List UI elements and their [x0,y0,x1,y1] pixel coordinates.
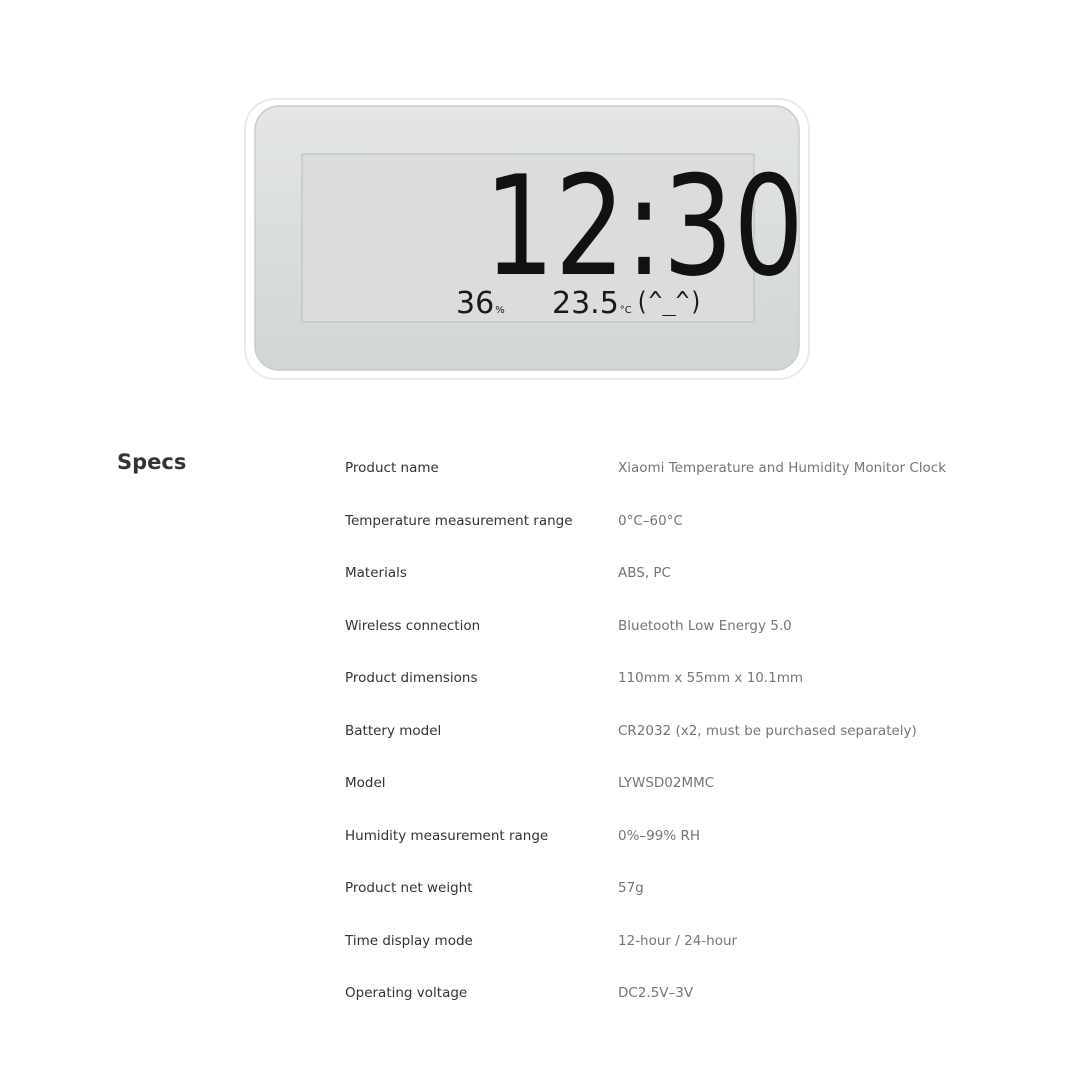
spec-label: Model [345,775,386,791]
spec-value: LYWSD02MMC [618,775,715,791]
spec-value: ABS, PC [618,565,671,581]
spec-value: 12-hour / 24-hour [618,932,738,949]
spec-label: Battery model [345,722,442,739]
spec-value: 0%–99% RH [618,827,700,844]
spec-label: Product net weight [345,880,473,896]
spec-value: 57g [618,880,644,896]
spec-label: Materials [345,565,407,581]
spec-label: Wireless connection [345,617,481,634]
spec-row [345,928,1045,981]
specs-heading: Specs [117,450,187,474]
spec-label: Product dimensions [345,670,478,686]
spec-label: Temperature measurement range [345,512,573,529]
clock-temperature: 23.5°C [552,286,632,321]
spec-row [345,508,1045,561]
spec-row [345,560,1045,613]
spec-value: 110mm x 55mm x 10.1mm [618,670,804,686]
spec-value: CR2032 (x2, must be purchased separately) [618,722,917,739]
clock-humidity: 36% [456,286,505,321]
spec-row [345,823,1045,876]
spec-row [345,718,1045,771]
spec-label: Operating voltage [345,985,468,1001]
spec-value: 0°C–60°C [618,512,683,529]
spec-row [345,770,1045,823]
spec-value: DC2.5V–3V [618,985,694,1001]
spec-value: Xiaomi Temperature and Humidity Monitor Clock [618,460,947,476]
spec-row [345,875,1045,928]
spec-row [345,980,1045,1033]
product-image [243,97,811,381]
spec-label: Time display mode [345,932,473,949]
clock-time: 12:30 [484,146,804,307]
spec-row [345,613,1045,666]
spec-row [345,665,1045,718]
spec-label: Product name [345,460,439,476]
clock-face-indicator: (^_^) [635,287,703,317]
specs-list [345,455,1045,1033]
spec-label: Humidity measurement range [345,827,549,844]
spec-value: Bluetooth Low Energy 5.0 [618,617,792,634]
spec-row [345,455,1045,508]
